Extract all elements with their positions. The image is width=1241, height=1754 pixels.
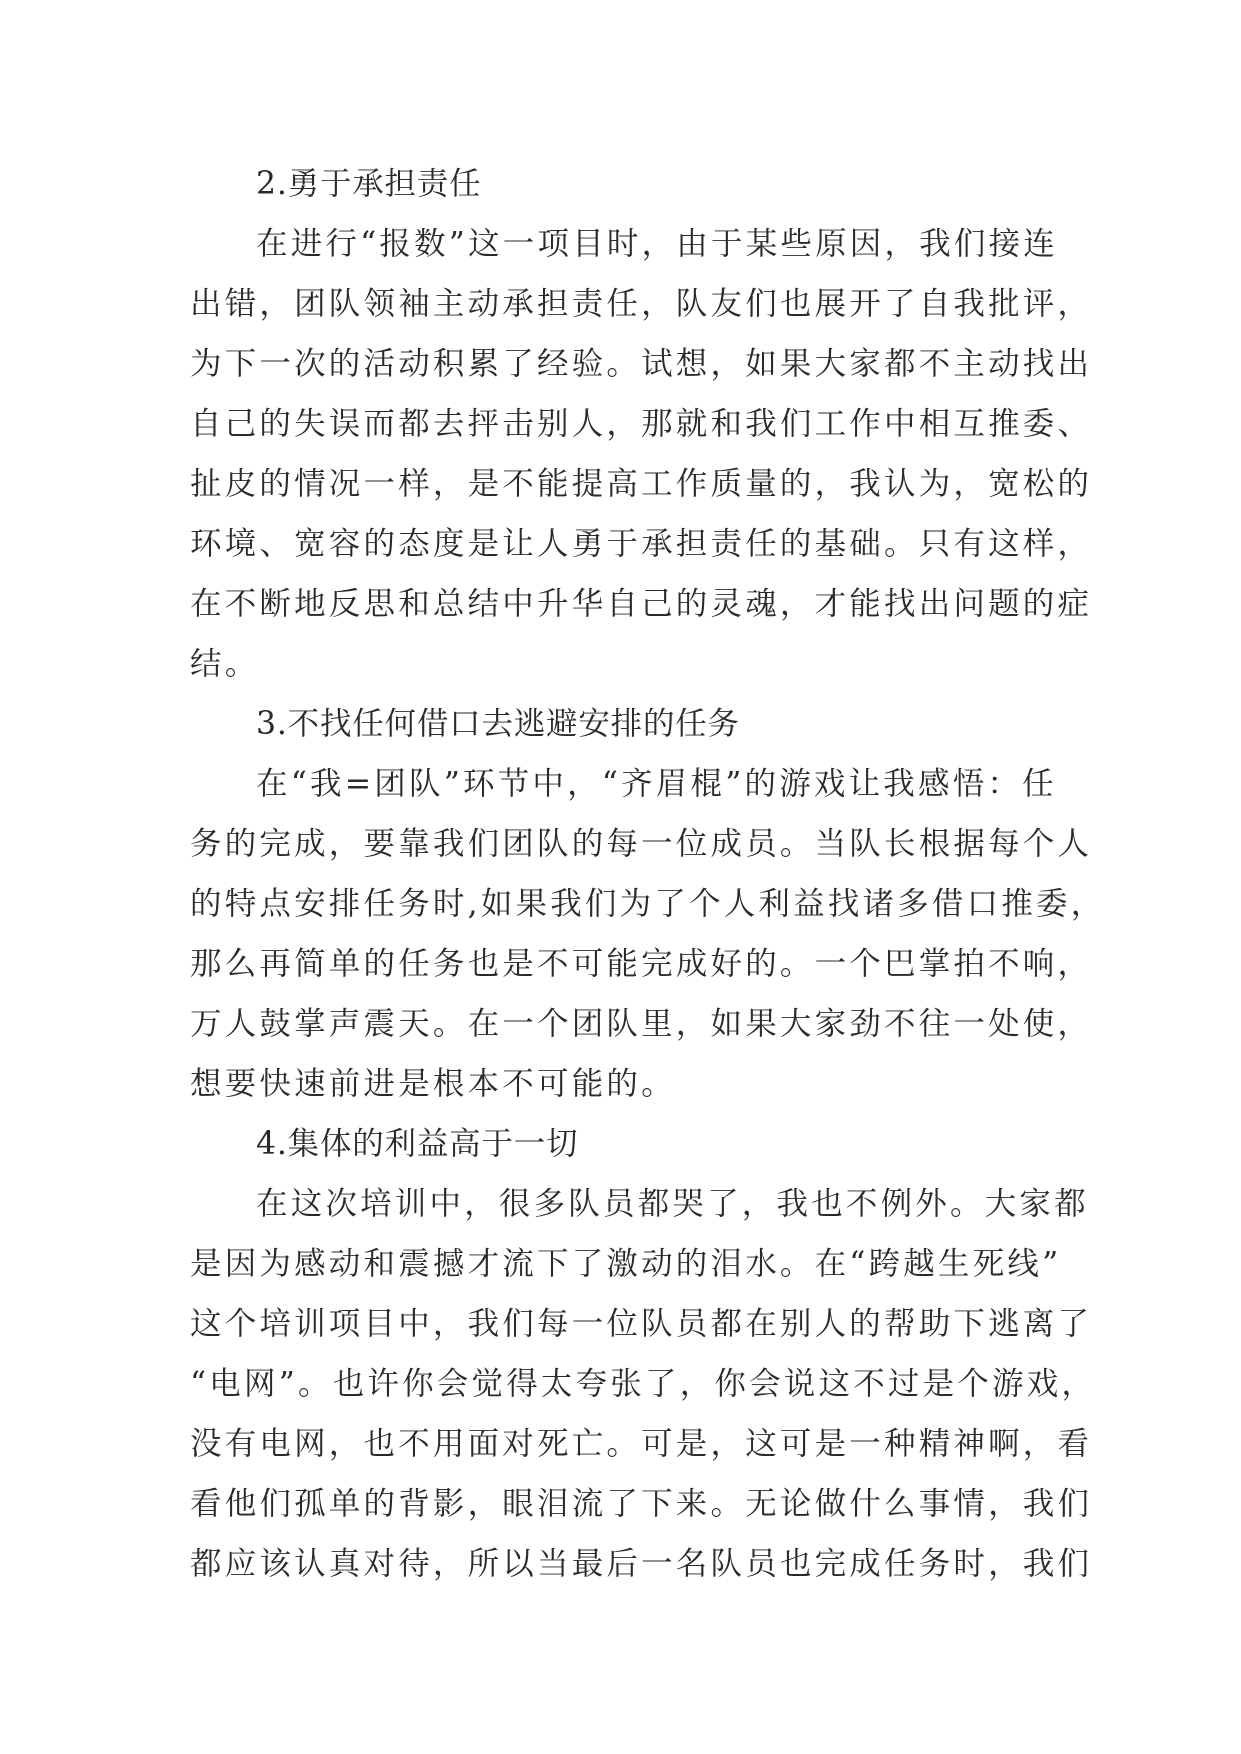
paragraph-line: 在这次培训中，很多队员都哭了，我也不例外。大家都 — [256, 1186, 1089, 1222]
paragraph-line: 想要快速前进是根本不可能的。 — [190, 1066, 676, 1102]
paragraph-line: 环境、宽容的态度是让人勇于承担责任的基础。只有这样， — [190, 526, 1093, 562]
paragraph-line: 在不断地反思和总结中升华自己的灵魂，才能找出问题的症 — [190, 586, 1093, 622]
section-heading-3: 3.不找任何借口去逃避安排的任务 — [256, 706, 740, 742]
paragraph-line: 为下一次的活动积累了经验。试想，如果大家都不主动找出 — [190, 346, 1093, 382]
paragraph-line: 结。 — [190, 646, 260, 682]
section-heading-2: 2.勇于承担责任 — [256, 166, 482, 202]
paragraph-line: 自己的失误而都去抨击别人，那就和我们工作中相互推委、 — [190, 406, 1093, 442]
paragraph-line: 是因为感动和震撼才流下了激动的泪水。在“跨越生死线” — [190, 1246, 1062, 1282]
paragraph-line: 都应该认真对待，所以当最后一名队员也完成任务时，我们 — [190, 1546, 1093, 1582]
paragraph-line: 万人鼓掌声震天。在一个团队里，如果大家劲不往一处使， — [190, 1006, 1093, 1042]
paragraph-line: 在进行“报数”这一项目时，由于某些原因，我们接连 — [256, 226, 1059, 262]
section-heading-4: 4.集体的利益高于一切 — [256, 1126, 579, 1162]
paragraph-line: 的特点安排任务时,如果我们为了个人利益找诸多借口推委， — [190, 886, 1106, 922]
paragraph-line: 扯皮的情况一样，是不能提高工作质量的，我认为，宽松的 — [190, 466, 1093, 502]
paragraph-line: 那么再简单的任务也是不可能完成好的。一个巴掌拍不响， — [190, 946, 1093, 982]
paragraph-line: 这个培训项目中，我们每一位队员都在别人的帮助下逃离了 — [190, 1306, 1093, 1342]
paragraph-line: “电网”。也许你会觉得太夸张了，你会说这不过是个游戏， — [190, 1366, 1097, 1402]
paragraph-line: 务的完成，要靠我们团队的每一位成员。当队长根据每个人 — [190, 826, 1093, 862]
paragraph-line: 没有电网，也不用面对死亡。可是，这可是一种精神啊，看 — [190, 1426, 1093, 1462]
paragraph-line: 出错，团队领袖主动承担责任，队友们也展开了自我批评， — [190, 286, 1093, 322]
paragraph-line: 在“我=团队”环节中，“齐眉棍”的游戏让我感悟：任 — [256, 766, 1057, 802]
paragraph-line: 看他们孤单的背影，眼泪流了下来。无论做什么事情，我们 — [190, 1486, 1093, 1522]
